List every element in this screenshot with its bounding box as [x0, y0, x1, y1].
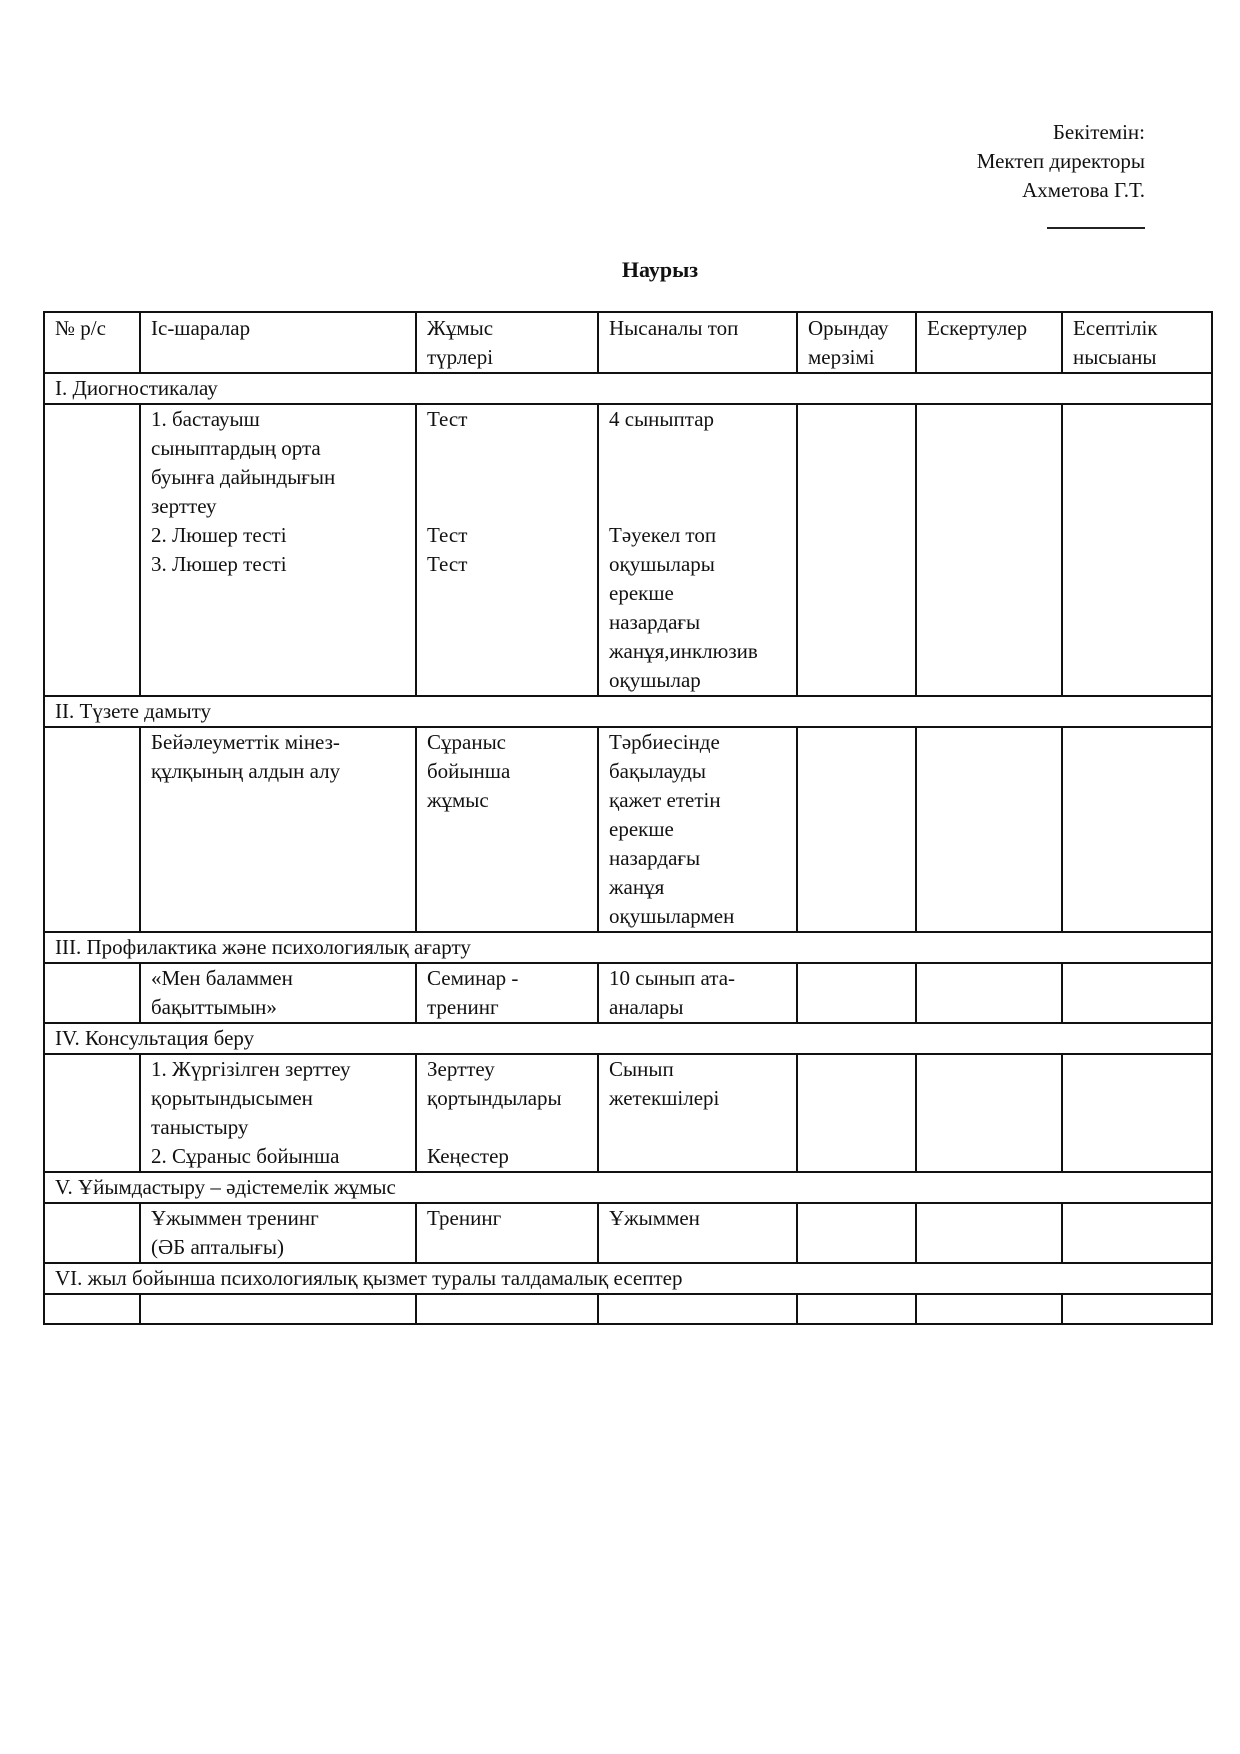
cell-deadline	[797, 1054, 916, 1172]
section-heading-row	[44, 1263, 1212, 1294]
section-heading: II. Түзете дамыту	[44, 696, 1212, 727]
cell-target-group: 10 сынып ата- аналары	[598, 963, 797, 1023]
cell-report-form	[1062, 1294, 1212, 1324]
cell-deadline	[797, 727, 916, 932]
table-header-row	[44, 312, 1212, 373]
cell-report-form	[1062, 963, 1212, 1023]
cell-number	[44, 1294, 140, 1324]
table-row	[44, 404, 1212, 696]
section-heading-row	[44, 932, 1212, 963]
cell-work-types: Сұраныс бойынша жұмыс	[416, 727, 598, 932]
cell-notes	[916, 1294, 1062, 1324]
approver-name: Ахметова Г.Т.	[1022, 178, 1145, 202]
table-row	[44, 727, 1212, 932]
section-heading: IV. Консультация беру	[44, 1023, 1212, 1054]
cell-notes	[916, 727, 1062, 932]
cell-activities: «Мен баламмен бақыттымын»	[140, 963, 416, 1023]
cell-report-form	[1062, 1203, 1212, 1263]
cell-work-types: Тренинг	[416, 1203, 598, 1263]
section-heading: I. Диогностикалау	[44, 373, 1212, 404]
cell-work-types	[416, 1294, 598, 1324]
section-heading: V. Ұйымдастыру – әдістемелік жұмыс	[44, 1172, 1212, 1203]
header-target-group: Нысаналы топ	[598, 312, 797, 373]
cell-work-types: Тест Тест Тест	[416, 404, 598, 696]
cell-target-group: 4 сыныптар Тәуекел топ оқушылары ерекше назардағы жанұя,инклюзив оқушылар	[598, 404, 797, 696]
cell-activities: Бейәлеуметтік мінез- құлқының алдын алу	[140, 727, 416, 932]
cell-target-group: Тәрбиесінде бақылауды қажет ететін ерекше назардағы жанұя оқушылармен	[598, 727, 797, 932]
section-heading-row	[44, 696, 1212, 727]
section-heading: VI. жыл бойынша психологиялық қызмет туралы талдамалық есептер	[44, 1263, 1212, 1294]
table-row	[44, 963, 1212, 1023]
cell-number	[44, 404, 140, 696]
cell-notes	[916, 1203, 1062, 1263]
cell-number	[44, 963, 140, 1023]
plan-table	[43, 311, 1213, 1325]
cell-deadline	[797, 1294, 916, 1324]
header-number: № р/с	[44, 312, 140, 373]
header-activities: Іс-шаралар	[140, 312, 416, 373]
header-deadline: Орындау мерзімі	[797, 312, 916, 373]
cell-notes	[916, 1054, 1062, 1172]
section-heading: III. Профилактика және психологиялық ағарту	[44, 932, 1212, 963]
approval-block	[977, 118, 1145, 229]
cell-notes	[916, 963, 1062, 1023]
header-work-types: Жұмыс түрлері	[416, 312, 598, 373]
section-heading-row	[44, 373, 1212, 404]
cell-report-form	[1062, 1054, 1212, 1172]
cell-activities: 1. бастауыш сыныптардың орта буынға дайындығын зерттеу 2. Люшер тесті 3. Люшер тесті	[140, 404, 416, 696]
cell-target-group: Ұжыммен	[598, 1203, 797, 1263]
header-report-form: Есептілік нысыаны	[1062, 312, 1212, 373]
cell-deadline	[797, 404, 916, 696]
cell-report-form	[1062, 727, 1212, 932]
cell-deadline	[797, 963, 916, 1023]
cell-activities: Ұжыммен тренинг (ӘБ апталығы)	[140, 1203, 416, 1263]
signature-line	[1047, 227, 1145, 229]
approval-label: Бекітемін:	[1052, 120, 1145, 144]
section-heading-row	[44, 1172, 1212, 1203]
cell-number	[44, 727, 140, 932]
cell-work-types: Зерттеу қортындылары Кеңестер	[416, 1054, 598, 1172]
table-row	[44, 1054, 1212, 1172]
table-row	[44, 1203, 1212, 1263]
page-title: Наурыз	[621, 257, 699, 282]
cell-number	[44, 1203, 140, 1263]
cell-target-group	[598, 1294, 797, 1324]
cell-notes	[916, 404, 1062, 696]
approver-position: Мектеп директоры	[976, 149, 1145, 173]
cell-number	[44, 1054, 140, 1172]
header-notes: Ескертулер	[916, 312, 1062, 373]
cell-activities: 1. Жүргізілген зерттеу қорытындысымен таныстыру 2. Сұраныс бойынша	[140, 1054, 416, 1172]
cell-work-types: Семинар - тренинг	[416, 963, 598, 1023]
cell-report-form	[1062, 404, 1212, 696]
table-row	[44, 1294, 1212, 1324]
cell-target-group: Сынып жетекшілері	[598, 1054, 797, 1172]
cell-deadline	[797, 1203, 916, 1263]
section-heading-row	[44, 1023, 1212, 1054]
cell-activities	[140, 1294, 416, 1324]
